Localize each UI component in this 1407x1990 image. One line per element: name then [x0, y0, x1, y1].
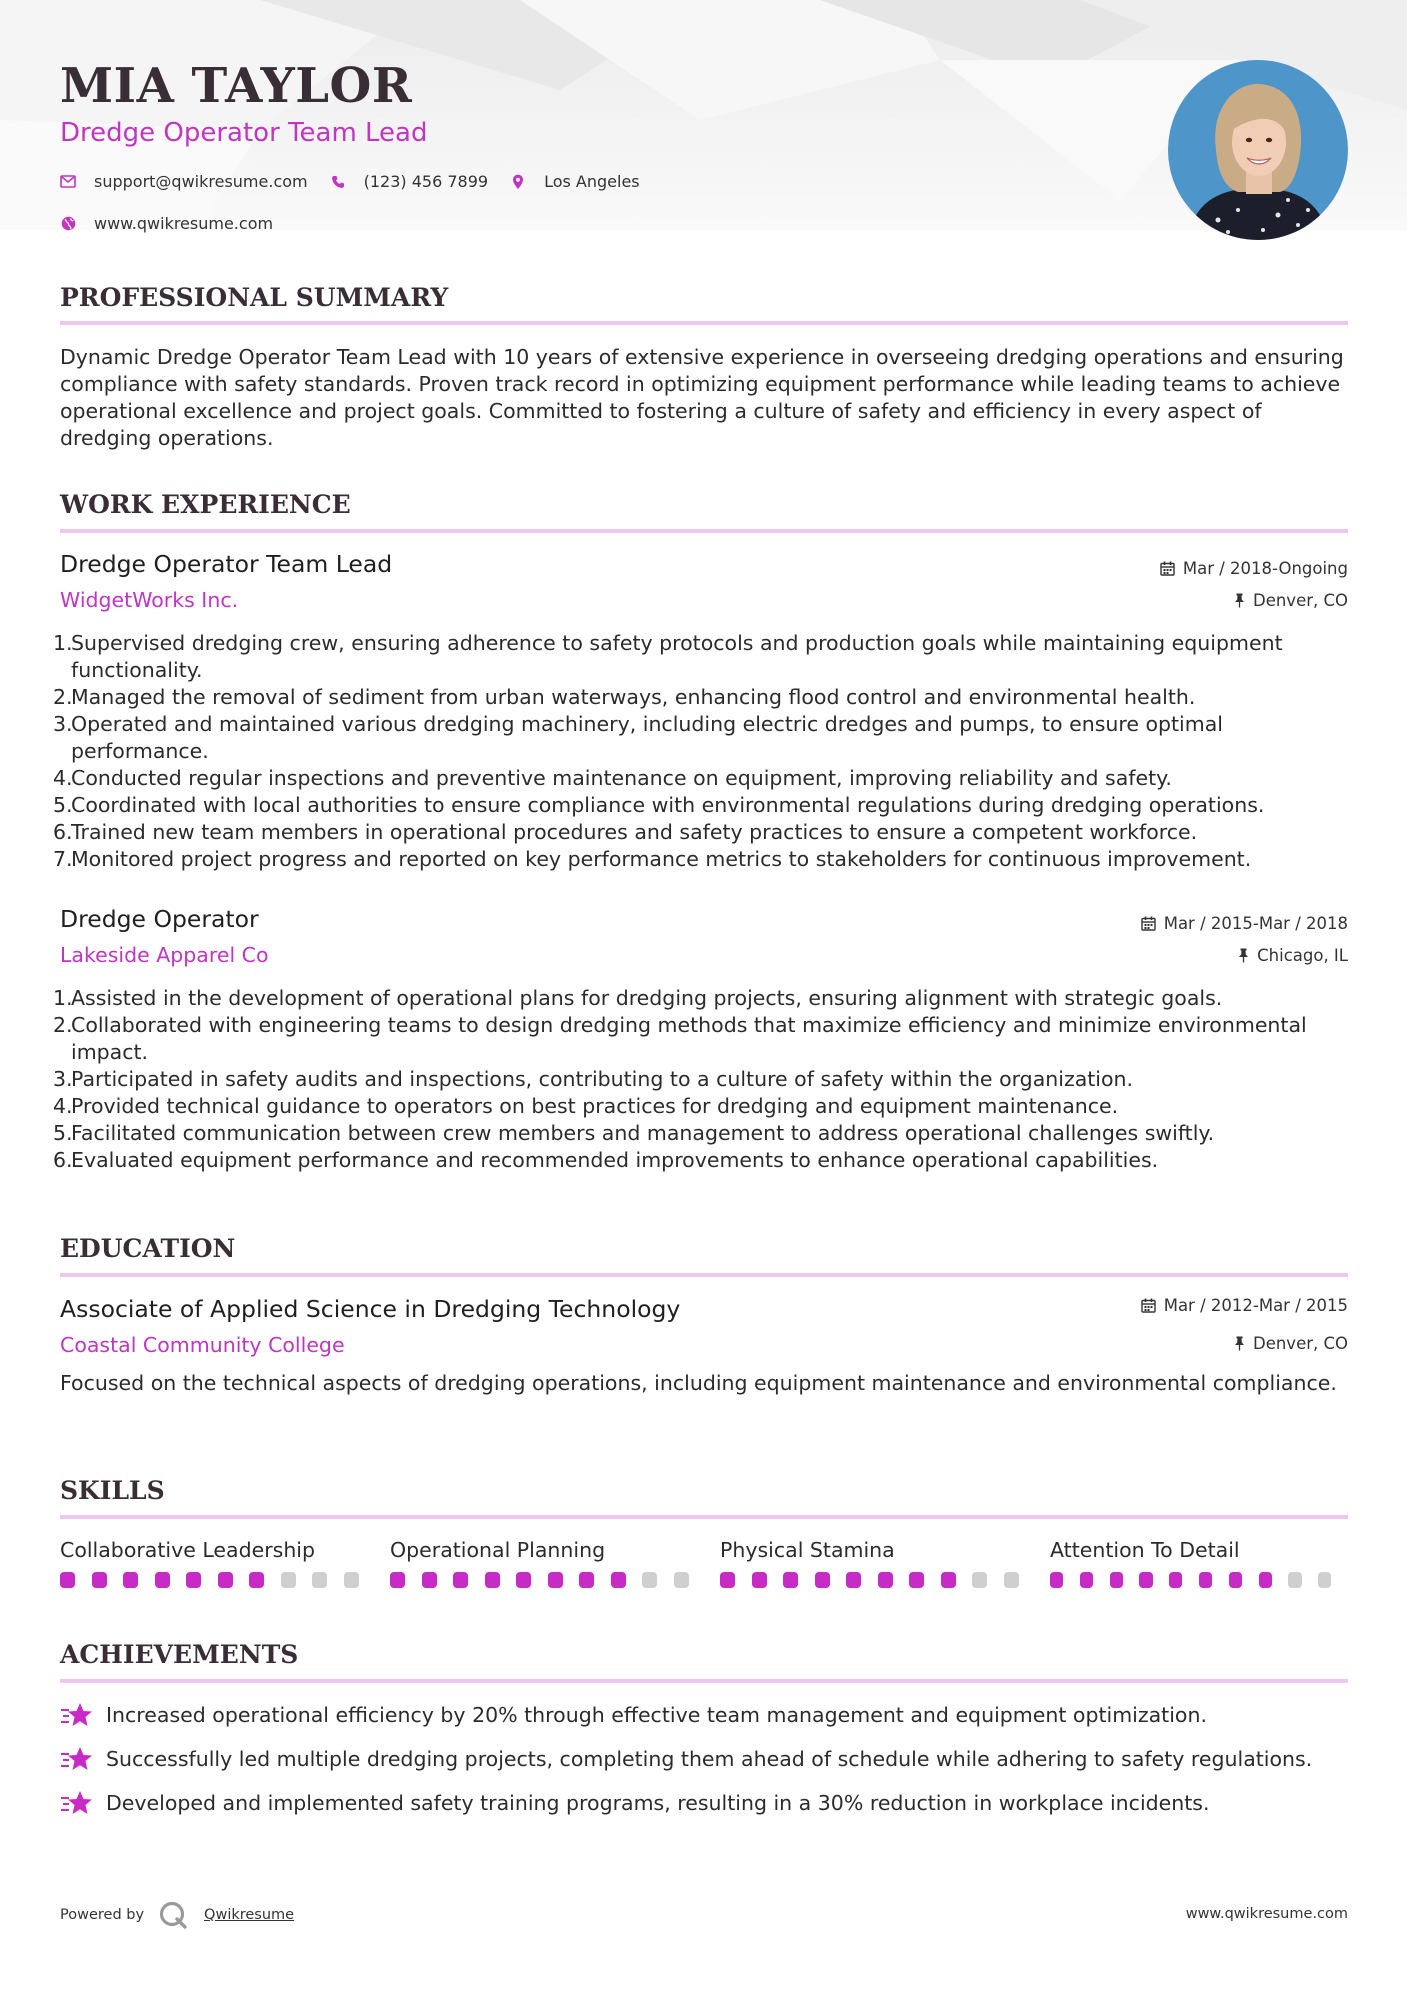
- degree-title: Associate of Applied Science in Dredging Technology: [60, 1295, 681, 1323]
- job-location: [1234, 591, 1348, 610]
- powered-by-label: Powered by: [60, 1907, 145, 1923]
- skill-name: Physical Stamina: [720, 1538, 895, 1562]
- rating-dot-empty: [281, 1572, 296, 1588]
- rating-dot-filled: [92, 1572, 107, 1588]
- rating-dot-filled: [1110, 1572, 1123, 1588]
- pushpin-icon: [1234, 593, 1245, 608]
- pushpin-icon: [1234, 1336, 1245, 1351]
- skill-item: [1050, 1538, 1348, 1588]
- skills-divider: [60, 1515, 1348, 1519]
- skill-rating: [60, 1572, 390, 1588]
- website-row: [60, 214, 295, 233]
- phone-icon: [330, 174, 346, 190]
- rating-dot-empty: [1288, 1572, 1301, 1588]
- rating-dot-filled: [453, 1572, 468, 1588]
- rating-dot-filled: [1139, 1572, 1152, 1588]
- education-location-text: Denver, CO: [1252, 1334, 1348, 1353]
- rating-dot-filled: [783, 1572, 798, 1588]
- contact-website[interactable]: [60, 214, 273, 233]
- rating-dot-filled: [1080, 1572, 1093, 1588]
- rating-dot-filled: [485, 1572, 500, 1588]
- phone-text: (123) 456 7899: [363, 172, 489, 191]
- education-location: [1234, 1334, 1348, 1353]
- rating-dot-filled: [1259, 1572, 1272, 1588]
- envelope-icon: [60, 174, 76, 190]
- candidate-name: MIA TAYLOR: [60, 58, 413, 114]
- job-dates: [1141, 914, 1348, 933]
- rating-dot-filled: [422, 1572, 437, 1588]
- rating-dot-filled: [1050, 1572, 1063, 1588]
- list-item: 2. Collaborated with engineering teams to design dredging methods that maximize efficiency and minimize environmental impact.: [53, 1013, 1307, 1064]
- list-item: 5. Coordinated with local authorities to ensure compliance with environmental regulations during dredging operations.: [53, 793, 1265, 817]
- rating-dot-filled: [846, 1572, 861, 1588]
- skill-rating: [390, 1572, 720, 1588]
- pushpin-icon: [1238, 948, 1249, 963]
- rating-dot-empty: [1318, 1572, 1331, 1588]
- star-icon: [60, 1700, 94, 1730]
- achievements-heading: ACHIEVEMENTS: [60, 1640, 299, 1669]
- rating-dot-empty: [674, 1572, 689, 1588]
- education-dates-text: Mar / 2012-Mar / 2015: [1163, 1296, 1348, 1315]
- rating-dot-filled: [548, 1572, 563, 1588]
- footer-powered-by: [60, 1900, 294, 1930]
- rating-dot-filled: [1169, 1572, 1182, 1588]
- footer-url[interactable]: www.qwikresume.com: [1185, 1906, 1348, 1922]
- skill-item: [60, 1538, 390, 1588]
- education-divider: [60, 1273, 1348, 1277]
- job-bullets: [53, 630, 1348, 873]
- rating-dot-filled: [909, 1572, 924, 1588]
- job-location-text: Denver, CO: [1252, 591, 1348, 610]
- contact-row: [60, 172, 662, 191]
- rating-dot-filled: [878, 1572, 893, 1588]
- achievements-divider: [60, 1679, 1348, 1683]
- rating-dot-filled: [752, 1572, 767, 1588]
- rating-dot-filled: [815, 1572, 830, 1588]
- job-dates: [1160, 559, 1348, 578]
- summary-heading: PROFESSIONAL SUMMARY: [60, 283, 449, 312]
- email-text: support@qwikresume.com: [94, 172, 308, 191]
- skill-name: Attention To Detail: [1050, 1538, 1240, 1562]
- profile-photo: [1168, 60, 1348, 240]
- calendar-icon: [1141, 1298, 1156, 1313]
- calendar-icon: [1160, 561, 1175, 576]
- rating-dot-filled: [390, 1572, 405, 1588]
- education-dates: [1141, 1296, 1348, 1315]
- rating-dot-filled: [941, 1572, 956, 1588]
- list-item: 2. Managed the removal of sediment from urban waterways, enhancing flood control and environmental health.: [53, 685, 1196, 709]
- rating-dot-filled: [516, 1572, 531, 1588]
- skill-item: [720, 1538, 1050, 1588]
- rating-dot-filled: [123, 1572, 138, 1588]
- achievement-text: Increased operational efficiency by 20% through effective team management and equipment optimization.: [106, 1703, 1207, 1727]
- list-item: 4. Provided technical guidance to operators on best practices for dredging and equipment maintenance.: [53, 1094, 1119, 1118]
- list-item: 5. Facilitated communication between crew members and management to address operational challenges swiftly.: [53, 1121, 1215, 1145]
- list-item: 7. Monitored project progress and reported on key performance metrics to stakeholders for continuous improvement.: [53, 847, 1252, 871]
- rating-dot-filled: [611, 1572, 626, 1588]
- education-heading: EDUCATION: [60, 1234, 236, 1263]
- calendar-icon: [1141, 916, 1156, 931]
- star-icon: [60, 1788, 94, 1818]
- skill-item: [390, 1538, 720, 1588]
- rating-dot-empty: [1004, 1572, 1019, 1588]
- job-title: Dredge Operator: [60, 905, 259, 933]
- summary-text: Dynamic Dredge Operator Team Lead with 10 years of extensive experience in overseeing dredging operations and ensuring compliance with safety standards. Proven track record in optimizing equipment performance while leading teams to achieve operational excellence and project goals. Committed to fostering a culture of safety and efficiency in every aspect of dredging operations.: [60, 345, 1344, 450]
- contact-phone[interactable]: [330, 172, 488, 191]
- job-dates-text: Mar / 2015-Mar / 2018: [1163, 914, 1348, 933]
- rating-dot-filled: [579, 1572, 594, 1588]
- skills-grid: [60, 1538, 1348, 1588]
- rating-dot-filled: [155, 1572, 170, 1588]
- rating-dot-empty: [642, 1572, 657, 1588]
- list-item: 6. Evaluated equipment performance and recommended improvements to enhance operational capabilities.: [53, 1148, 1159, 1172]
- rating-dot-empty: [312, 1572, 327, 1588]
- rating-dot-empty: [972, 1572, 987, 1588]
- job-location: [1238, 946, 1348, 965]
- rating-dot-filled: [720, 1572, 735, 1588]
- job-company: Lakeside Apparel Co: [60, 943, 269, 967]
- website-text: www.qwikresume.com: [94, 214, 274, 233]
- list-item: 1. Assisted in the development of operational plans for dredging projects, ensuring alignment with strategic goals.: [53, 986, 1223, 1010]
- rating-dot-filled: [1199, 1572, 1212, 1588]
- job-dates-text: Mar / 2018-Ongoing: [1182, 559, 1348, 578]
- qwikresume-link[interactable]: Qwikresume: [204, 1907, 295, 1923]
- education-description: Focused on the technical aspects of dredging operations, including equipment maintenance and environmental compliance.: [60, 1371, 1337, 1395]
- list-item: [60, 1693, 1348, 1737]
- summary-divider: [60, 321, 1348, 325]
- job-company: WidgetWorks Inc.: [60, 588, 239, 612]
- rating-dot-filled: [1229, 1572, 1242, 1588]
- list-item: 3. Operated and maintained various dredging machinery, including electric dredges and pumps, to ensure optimal performance.: [53, 712, 1223, 763]
- rating-dot-filled: [218, 1572, 233, 1588]
- list-item: 4. Conducted regular inspections and preventive maintenance on equipment, improving reliability and safety.: [53, 766, 1172, 790]
- rating-dot-filled: [249, 1572, 264, 1588]
- map-pin-icon: [510, 174, 526, 190]
- list-item: 1. Supervised dredging crew, ensuring adherence to safety protocols and production goals while maintaining equipment functionality.: [53, 631, 1283, 682]
- school-name: Coastal Community College: [60, 1333, 345, 1357]
- skill-rating: [1050, 1572, 1348, 1588]
- skills-heading: SKILLS: [60, 1476, 165, 1505]
- skill-name: Operational Planning: [390, 1538, 606, 1562]
- rating-dot-filled: [60, 1572, 75, 1588]
- job-bullets: [53, 985, 1348, 1174]
- qwikresume-logo-icon: [158, 1900, 188, 1930]
- candidate-title: Dredge Operator Team Lead: [60, 118, 428, 148]
- contact-email[interactable]: [60, 172, 308, 191]
- achievements-list: [60, 1693, 1348, 1825]
- skill-rating: [720, 1572, 1050, 1588]
- job-title: Dredge Operator Team Lead: [60, 550, 393, 578]
- job-location-text: Chicago, IL: [1257, 946, 1348, 965]
- achievement-text: Successfully led multiple dredging projects, completing them ahead of schedule while adhering to safety regulations.: [106, 1747, 1313, 1771]
- achievement-text: Developed and implemented safety training programs, resulting in a 30% reduction in workplace incidents.: [106, 1791, 1210, 1815]
- star-icon: [60, 1744, 94, 1774]
- list-item: 6. Trained new team members in operational procedures and safety practices to ensure a competent workforce.: [53, 820, 1198, 844]
- skill-name: Collaborative Leadership: [60, 1538, 316, 1562]
- rating-dot-filled: [186, 1572, 201, 1588]
- list-item: [60, 1737, 1348, 1781]
- experience-divider: [60, 529, 1348, 533]
- location-text: Los Angeles: [544, 172, 640, 191]
- contact-location: [510, 172, 640, 191]
- rating-dot-empty: [344, 1572, 359, 1588]
- list-item: [60, 1781, 1348, 1825]
- globe-icon: [60, 216, 76, 232]
- list-item: 3. Participated in safety audits and inspections, contributing to a culture of safety within the organization.: [53, 1067, 1134, 1091]
- experience-heading: WORK EXPERIENCE: [60, 490, 351, 519]
